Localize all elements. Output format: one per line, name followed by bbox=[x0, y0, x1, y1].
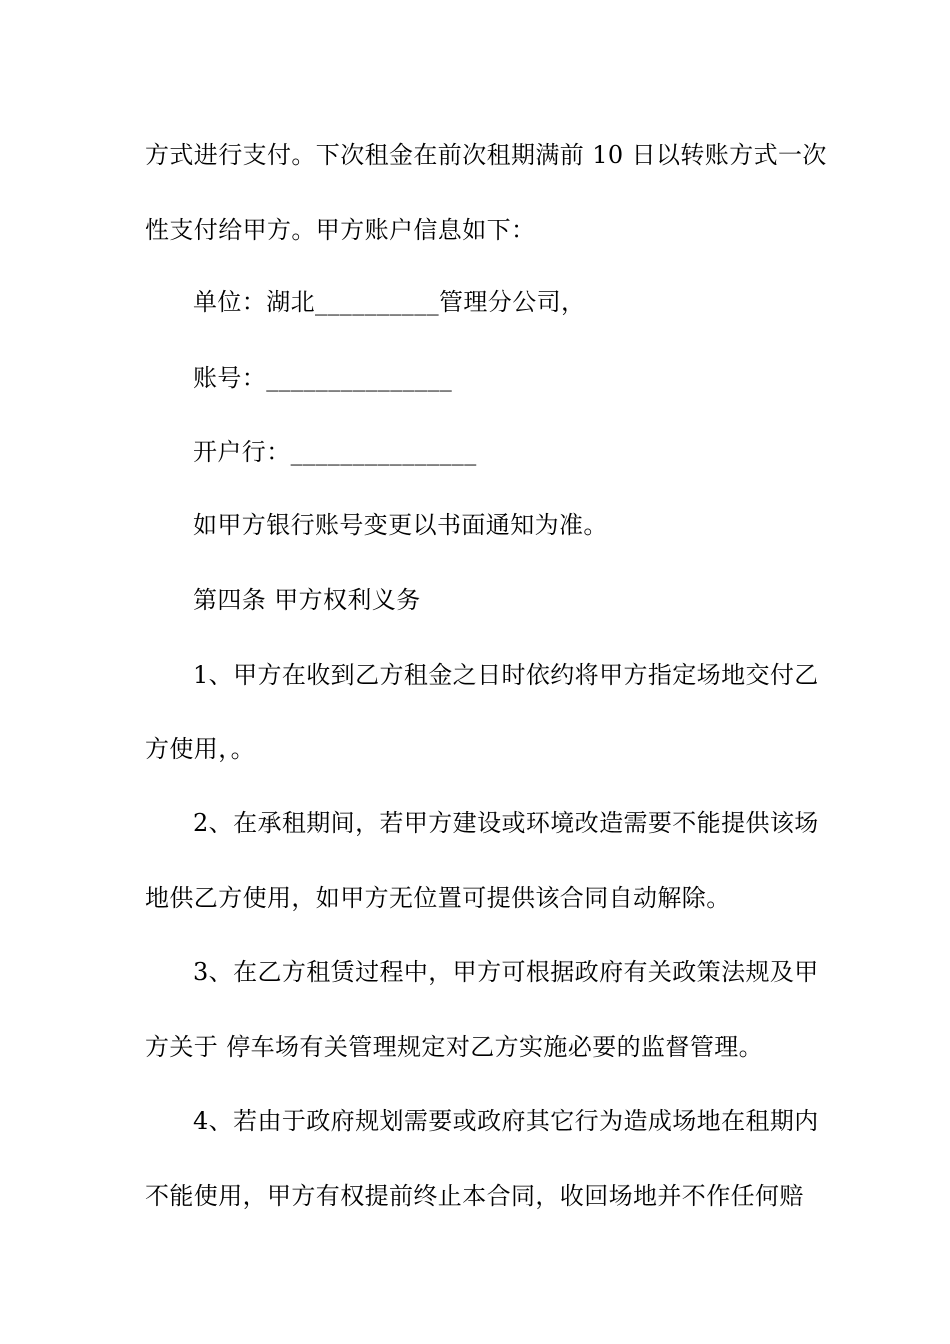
text-line-bank: 开户行：_______________ bbox=[193, 438, 477, 466]
text-line-item-1: 1、甲方在收到乙方租金之日时依约将甲方指定场地交付乙 bbox=[193, 661, 819, 689]
text-line-item-3: 3、在乙方租赁过程中，甲方可根据政府有关政策法规及甲 bbox=[193, 958, 819, 986]
text-line-item-4-cont: 不能使用，甲方有权提前终止本合同，收回场地并不作任何赔 bbox=[145, 1182, 804, 1210]
text-line-payment-method: 方式进行支付。下次租金在前次租期满前 10 日以转账方式一次 bbox=[145, 141, 827, 169]
text-line-account-change: 如甲方银行账号变更以书面通知为准。 bbox=[193, 511, 608, 539]
text-line-unit: 单位：湖北__________管理分公司， bbox=[193, 288, 586, 316]
text-line-item-4: 4、若由于政府规划需要或政府其它行为造成场地在租期内 bbox=[193, 1107, 819, 1135]
text-line-item-3-cont: 方关于 停车场有关管理规定对乙方实施必要的监督管理。 bbox=[145, 1033, 764, 1061]
text-line-item-2: 2、在承租期间，若甲方建设或环境改造需要不能提供该场 bbox=[193, 809, 819, 837]
text-line-account-number: 账号：_______________ bbox=[193, 364, 453, 392]
section-heading-article-4: 第四条 甲方权利义务 bbox=[193, 586, 421, 614]
text-line-item-2-cont: 地供乙方使用，如甲方无位置可提供该合同自动解除。 bbox=[145, 884, 731, 912]
text-line-item-1-cont: 方使用，。 bbox=[145, 735, 255, 763]
text-line-account-info-intro: 性支付给甲方。甲方账户信息如下： bbox=[145, 216, 536, 244]
